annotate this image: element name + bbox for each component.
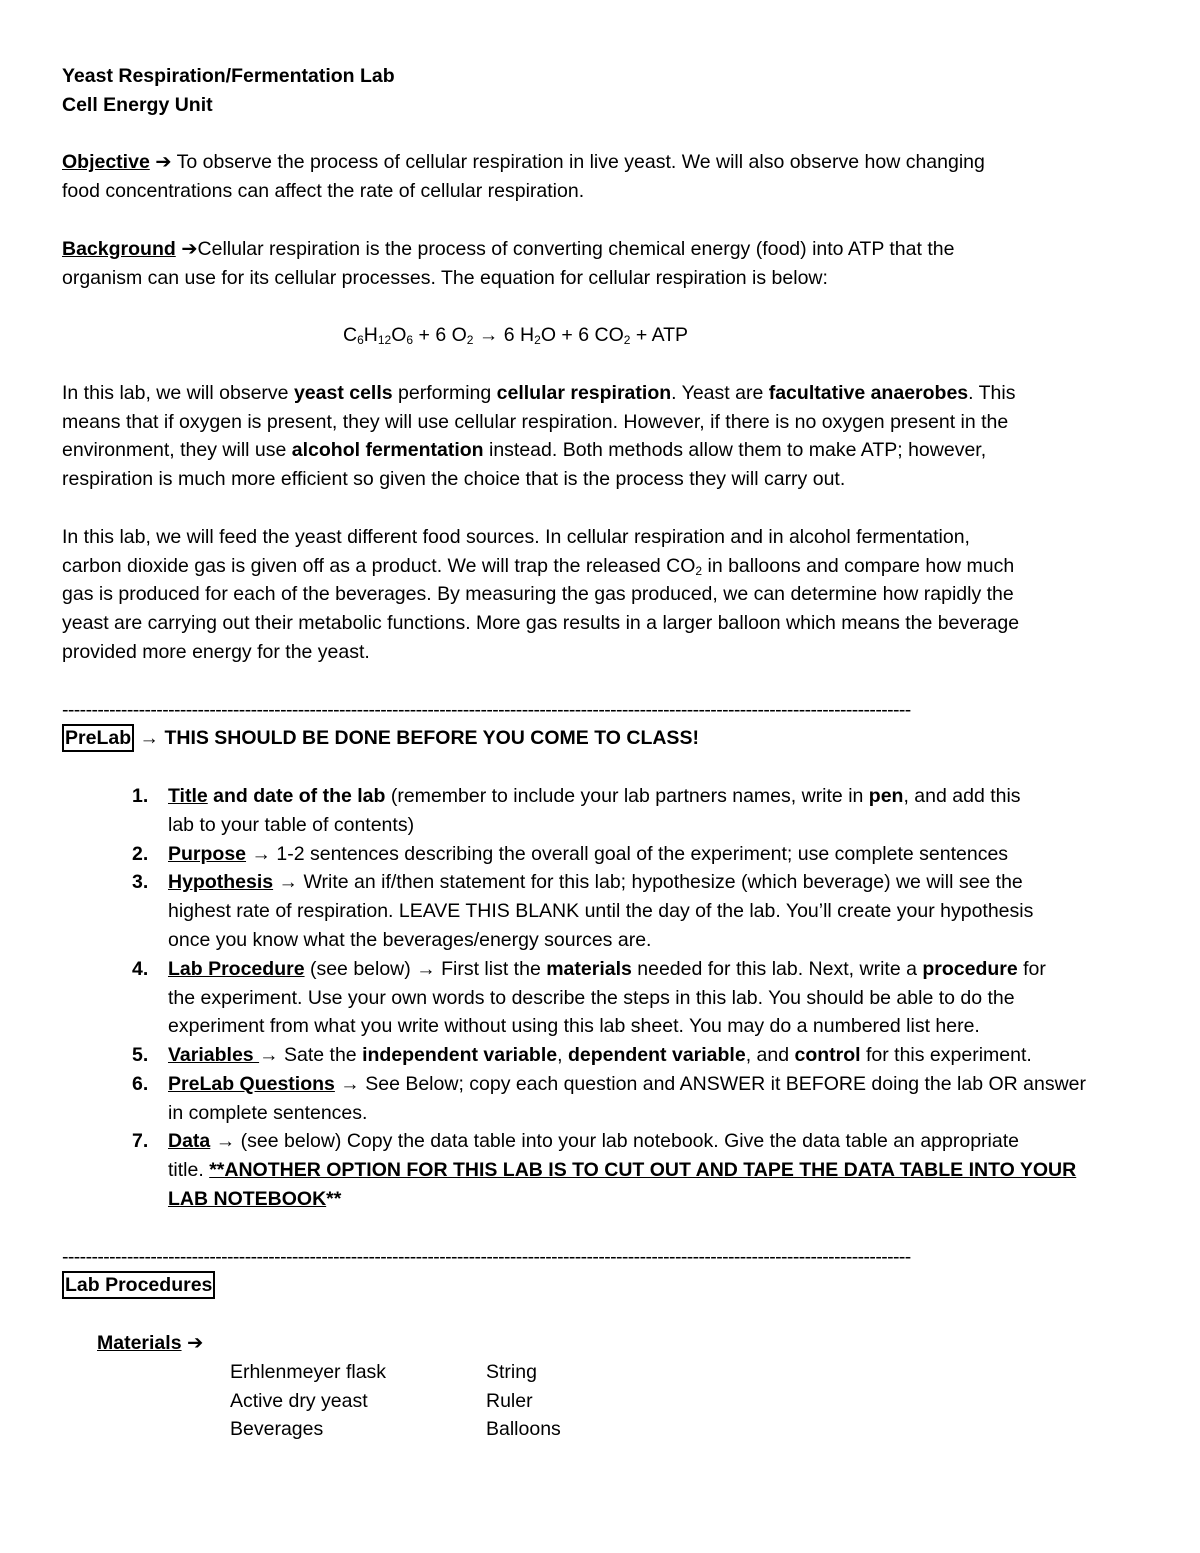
list-item: Ruler bbox=[486, 1389, 533, 1412]
respiration-equation: $C_6H_{12}O_6 + 6$ $O_2 \to 6$ $H_2O + 6$ $CO_2$ + ATP bbox=[343, 324, 689, 348]
background-text-2: organism can use for its cellular processes. The equation for cellular respiration is below: bbox=[62, 266, 828, 289]
background-text: Cellular respiration is the process of converting chemical energy (food) into ATP that the bbox=[197, 237, 955, 260]
list-item: String bbox=[486, 1360, 537, 1383]
list-item: 3. Hypothesis → Write an if/then statement for this lab; hypothesize (which beverage) we will see the highest rate of respiration. LEAVE THIS BLANK until the day of the lab. You’ll create your hypothesis once you know what the beverages/energy sources are. bbox=[132, 871, 1034, 951]
divider: ------------------------------------------------------------------------------------------------------------------------------------------------ bbox=[62, 698, 911, 721]
arrow-icon: → bbox=[246, 842, 277, 865]
list-item: Erhlenmeyer flask bbox=[230, 1360, 387, 1383]
lab-procedures-label: Lab Procedures bbox=[62, 1271, 215, 1299]
objective-text: To observe the process of cellular respiration in live yeast. We will also observe how changing bbox=[171, 151, 985, 174]
background-section bbox=[62, 235, 1142, 293]
prelab-heading: PreLab → THIS SHOULD BE DONE BEFORE YOU COME TO CLASS! bbox=[62, 724, 1142, 753]
list-item: Active dry yeast bbox=[230, 1389, 368, 1412]
unit-title: Cell Energy Unit bbox=[62, 93, 213, 116]
list-item: Beverages bbox=[230, 1418, 324, 1441]
lab-title: Yeast Respiration/Fermentation Lab bbox=[62, 65, 395, 87]
materials-heading: Materials ➔ bbox=[97, 1332, 204, 1355]
list-item: Balloons bbox=[486, 1418, 561, 1441]
arrow-icon: → bbox=[273, 871, 304, 894]
paragraph-food-sources: In this lab, we will feed the yeast different food sources. In cellular respiration and in alcohol fermentation, carbon dioxide gas is given off as a product. We will trap the released $CO_2$ in balloons and compare how much gas is produced for each of the beverages. By measuring the gas produced, we can determine how rapidly the yeast are carrying out their metabolic functions. More gas results in a larger balloon which means the beverage provided more energy for the yeast. bbox=[62, 525, 1020, 663]
list-item: 4. Lab Procedure (see below) → First list the materials needed for this lab. Next, write a procedure for the experiment. Use your own words to describe the steps in this lab. You should be able to do the experiment from what you write without using this lab sheet. You may do a numbered list here. bbox=[132, 957, 1046, 1038]
paragraph-respiration: In this lab, we will observe yeast cells performing cellular respiration. Yeast are facultative anaerobes. This means that if oxygen is present, they will use cellular respiration. However, if there is no oxygen present in the environment, they will use alcohol fermentation instead. Both methods allow them to make ATP; however, respiration is much more efficient so given the choice that is the process they will carry out. bbox=[62, 381, 1016, 491]
document-page bbox=[62, 62, 1142, 1444]
arrow-icon: → bbox=[210, 1130, 241, 1153]
background-label: Background bbox=[62, 237, 176, 260]
list-item: 5. Variables → Sate the independent variable, dependent variable, and control for this experiment. bbox=[132, 1044, 1032, 1067]
list-item: 1. Title and date of the lab (remember to include your lab partners names, write in pen, and add this lab to your table of contents) bbox=[132, 784, 1021, 836]
arrow-icon: → bbox=[334, 1072, 366, 1095]
objective-text-2: food concentrations can affect the rate of cellular respiration. bbox=[62, 180, 585, 203]
arrow-icon: ➔ bbox=[181, 1332, 204, 1355]
arrow-icon: ➔ bbox=[181, 237, 198, 260]
prelab-label: PreLab bbox=[62, 724, 134, 752]
objective-section bbox=[62, 148, 1142, 206]
arrow-icon: → bbox=[259, 1044, 279, 1067]
list-item: 7. Data → (see below) Copy the data table into your lab notebook. Give the data table an appropriate title. **ANOTHER OPTION FOR THIS LAB IS TO CUT OUT AND TAPE THE DATA TABLE INTO YOUR LAB NOTEBOOK** bbox=[132, 1130, 1077, 1211]
list-item: 6. PreLab Questions → See Below; copy each question and ANSWER it BEFORE doing the lab OR answer in complete sentences. bbox=[132, 1072, 1087, 1124]
arrow-icon: → bbox=[134, 727, 165, 750]
materials-list bbox=[62, 1358, 1142, 1444]
prelab-list bbox=[62, 782, 1142, 1214]
arrow-icon: → bbox=[416, 957, 436, 980]
divider: ------------------------------------------------------------------------------------------------------------------------------------------------ bbox=[62, 1245, 911, 1268]
list-item: 2. Purpose → 1-2 sentences describing the overall goal of the experiment; use complete sentences bbox=[132, 842, 1009, 865]
objective-label: Objective bbox=[62, 151, 150, 174]
arrow-icon: ➔ bbox=[155, 151, 172, 174]
